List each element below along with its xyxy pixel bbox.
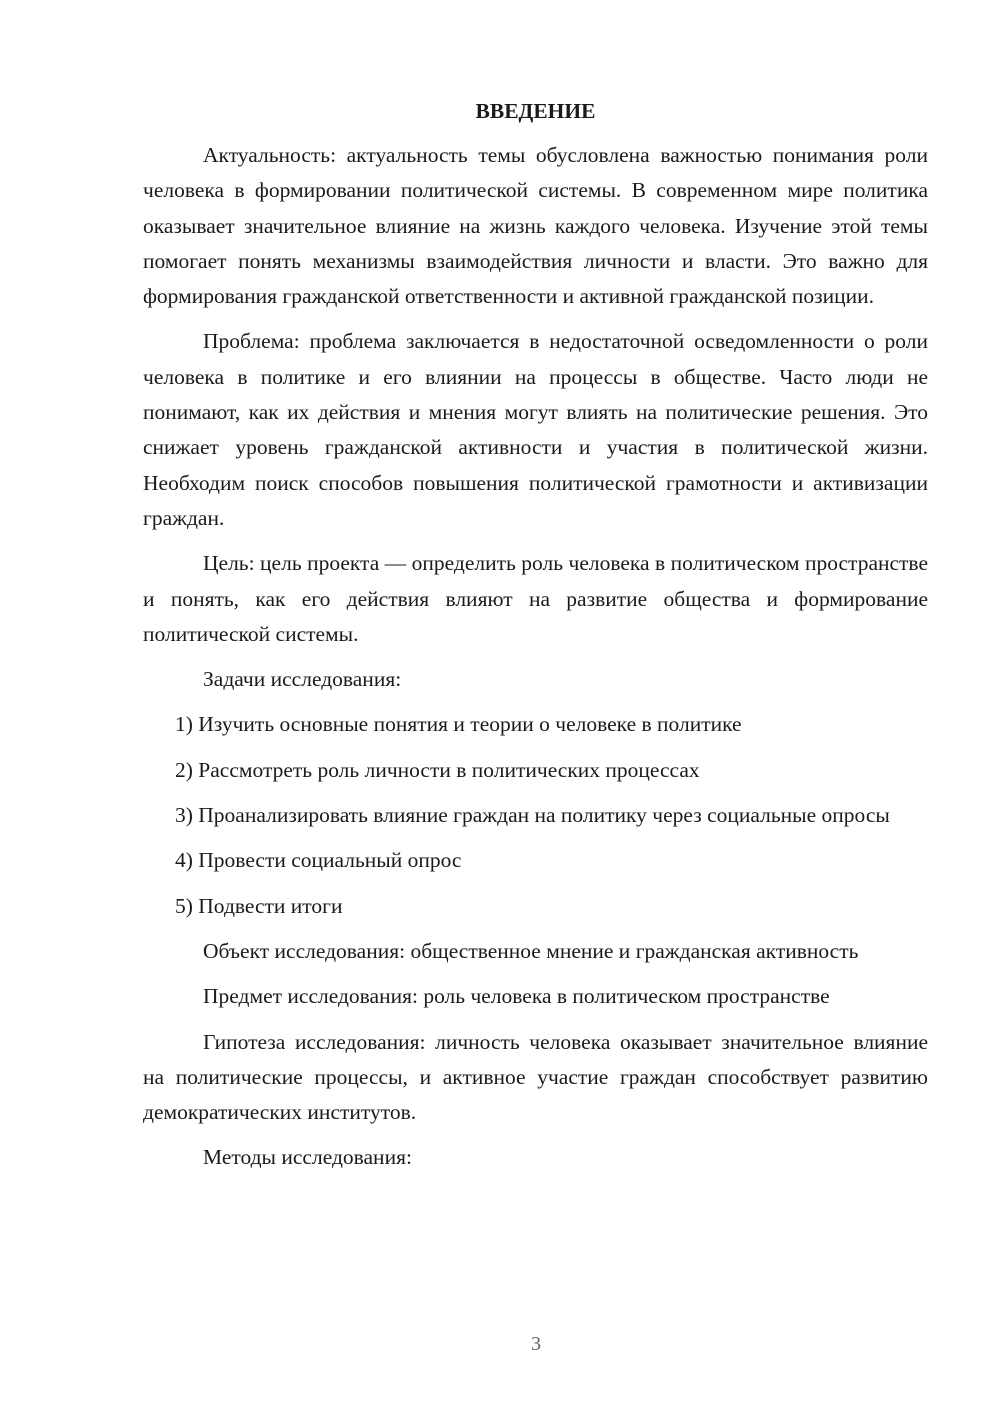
task-item-1: 1) Изучить основные понятия и теории о человеке в политике (175, 712, 742, 737)
paragraph-object: Объект исследования: общественное мнение и гражданская активность (203, 938, 859, 963)
paragraph-tasks-heading: Задачи исследования: (203, 667, 402, 692)
paragraph-methods: Методы исследования: (203, 1145, 412, 1170)
paragraph-hypothesis: Гипотеза исследования: личность человека оказывает значительное влияние на политические процессы, и активное участие граждан способствует развитию демократических институтов. (143, 1029, 928, 1125)
page-title: ВВЕДЕНИЕ (475, 99, 596, 123)
paragraph-subject: Предмет исследования: роль человека в политическом пространстве (203, 984, 830, 1009)
document-page (143, 94, 928, 1186)
paragraph-goal: Цель: цель проекта — определить роль человека в политическом пространстве и понять, как его действия влияют на развитие общества и формирование политической системы. (143, 551, 928, 646)
task-item-4: 4) Провести социальный опрос (175, 848, 462, 873)
task-item-3: 3) Проанализировать влияние граждан на политику через социальные опросы (175, 803, 890, 828)
paragraph-relevance: Актуальность: актуальность темы обусловлена важностью понимания роли человека в формировании политической системы. В современном мире политика оказывает значительное влияние на жизнь каждого человека. Изучение этой темы помогает понять механизмы взаимодействия личности и власти. Это важно для формирования гражданской ответственности и активной гражданской позиции. (143, 143, 928, 309)
page-number: 3 (531, 1333, 541, 1355)
task-item-5: 5) Подвести итоги (175, 893, 343, 918)
paragraph-problem: Проблема: проблема заключается в недостаточной осведомленности о роли человека в политике и его влиянии на процессы в обществе. Часто люди не понимают, как их действия и мнения могут влиять на политические решения. Это снижает уровень гражданской активности и участия в политической жизни. Необходим поиск способов повышения политической грамотности и активизации граждан. (143, 329, 928, 530)
task-item-2: 2) Рассмотреть роль личности в политических процессах (175, 757, 700, 782)
